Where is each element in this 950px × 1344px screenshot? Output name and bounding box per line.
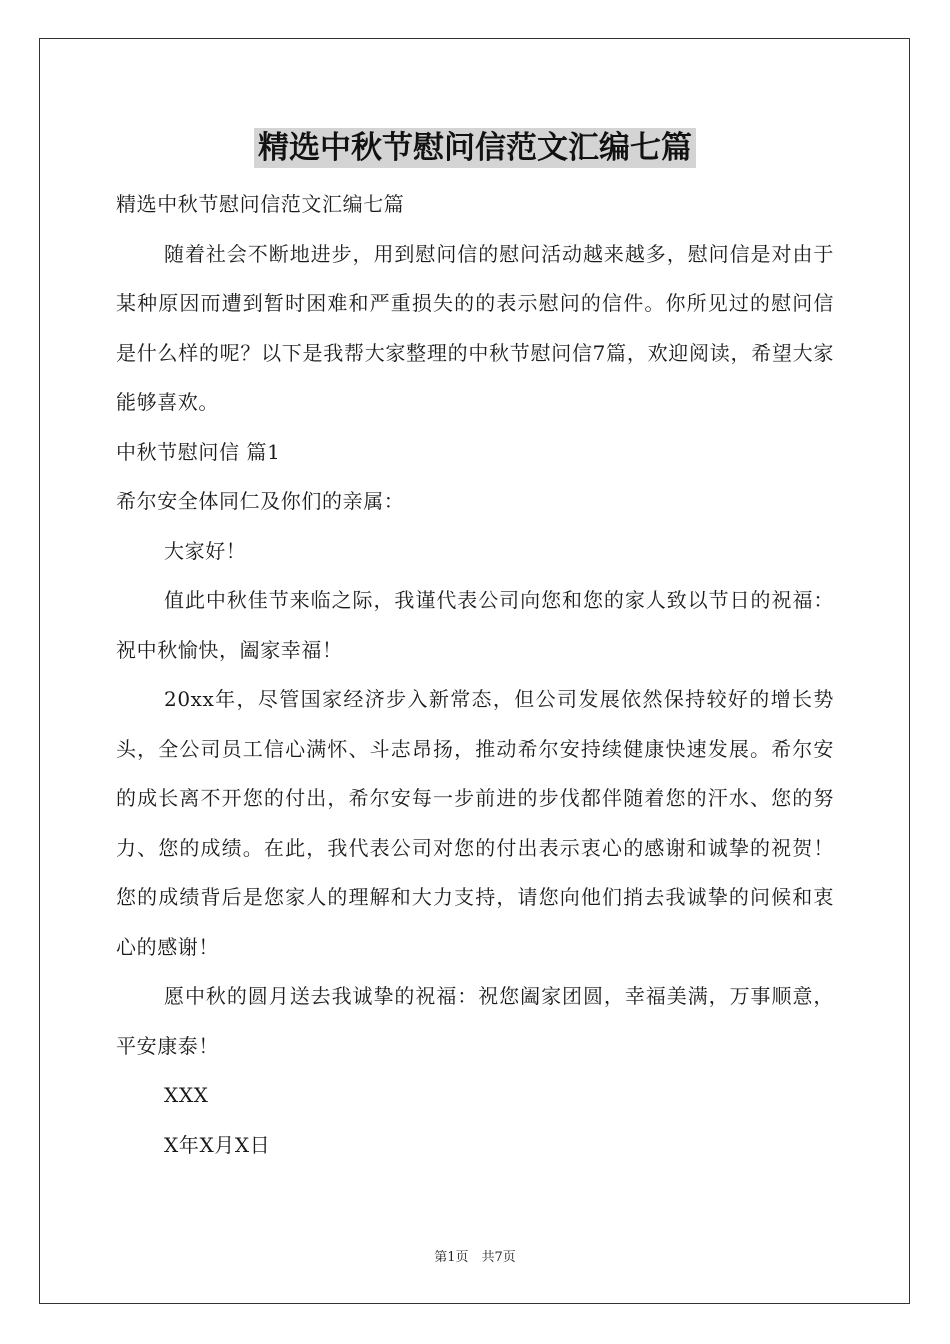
signature: XXX — [164, 1083, 209, 1107]
paragraph: 20xx年，尽管国家经济步入新常态，但公司发展依然保持较好的增长势头，全公司员工信心满怀、斗志昂扬，推动希尔安持续健康快速发展。希尔安的成长离不开您的付出，希尔安每一步前进的步伐都伴随着您的汗水、您的努力、您的成绩。在此，我代表公司对您的付出表示衷心的感谢和诚挚的祝贺！您的成绩背后是您家人的理解和大力支持，请您向他们捎去我诚挚的问候和衷心的感谢！ — [116, 687, 834, 959]
paragraph: 值此中秋佳节来临之际，我谨代表公司向您和您的家人致以节日的祝福：祝中秋愉快，阖家幸福！ — [116, 588, 834, 662]
greeting: 大家好！ — [164, 538, 247, 563]
document-body — [116, 180, 834, 1170]
paragraph: 愿中秋的圆月送去我诚挚的祝福：祝您阖家团圆，幸福美满，万事顺意，平安康泰！ — [116, 984, 834, 1058]
date-line: X年X月X日 — [164, 1132, 271, 1157]
salutation: 希尔安全体同仁及你们的亲属： — [116, 489, 405, 513]
document-title: 精选中秋节慰问信范文汇编七篇 — [254, 128, 696, 168]
section-heading: 中秋节慰问信 篇1 — [116, 439, 281, 464]
paragraph: 随着社会不断地进步，用到慰问信的慰问活动越来越多，慰问信是对由于某种原因而遭到暂时困难和严重损失的的表示慰问的信件。你所见过的慰问信是什么样的呢？以下是我帮大家整理的中秋节慰问信7篇，欢迎阅读，希望大家能够喜欢。 — [116, 241, 834, 414]
page-footer: 第1页 共7页 — [434, 1250, 516, 1265]
title-container — [0, 128, 950, 168]
paragraph: 精选中秋节慰问信范文汇编七篇 — [116, 192, 405, 216]
